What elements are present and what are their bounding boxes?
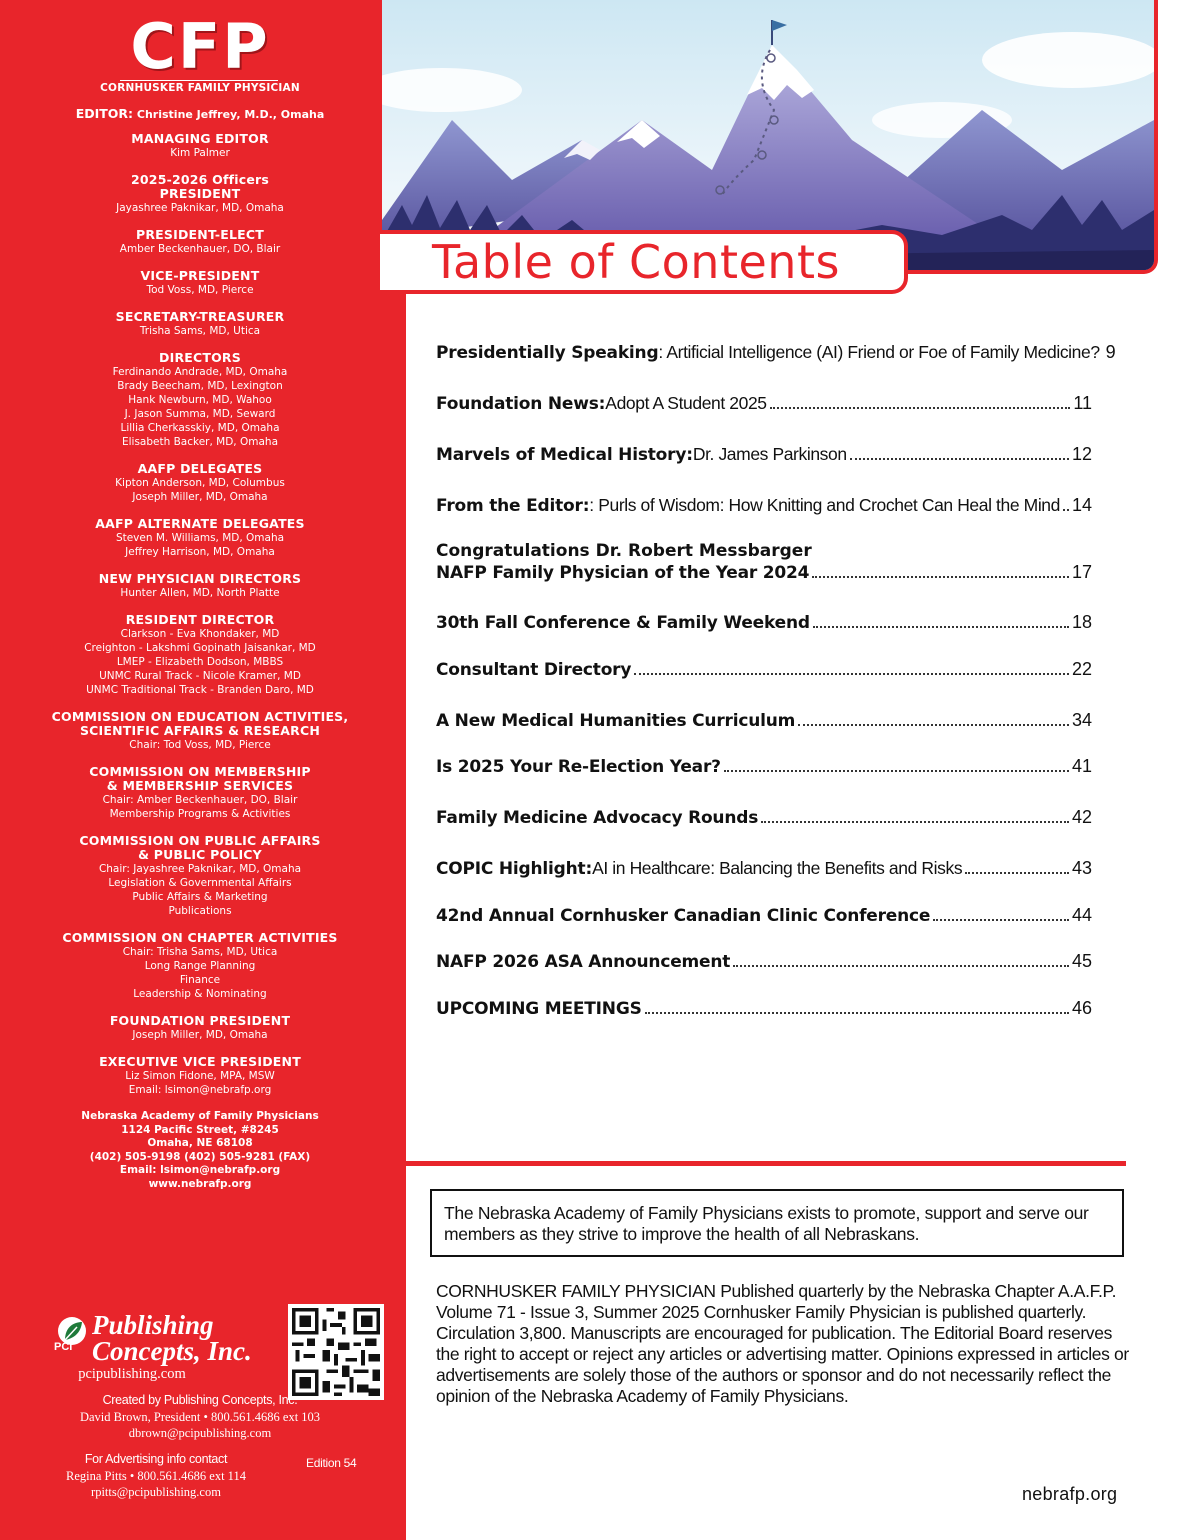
director-name: Ferdinando Andrade, MD, Omaha [112,366,288,378]
commission-chapter-line: Leadership & Nominating [133,988,267,1000]
toc-entry-page: 22 [1071,659,1092,679]
toc-entry[interactable] [436,857,1092,880]
commission-public-heading: COMMISSION ON PUBLIC AFFAIRS [79,833,321,848]
footer-website-link[interactable]: nebrafp.org [1022,1484,1118,1504]
editor-name: Christine Jeffrey, M.D., Omaha [136,108,325,121]
commission-chapter-line: Chair: Trisha Sams, MD, Utica [122,946,278,958]
publisher-pci-tag: PCI [54,1341,73,1353]
president-heading: PRESIDENT [159,186,241,201]
director-name: J. Jason Summa, MD, Seward [124,408,276,420]
toc-entry-heading: 30th Fall Conference & Family Weekend [436,613,810,633]
toc-entry-page: 17 [1071,562,1092,582]
toc-entry-page: 11 [1073,393,1092,413]
executive-vp-name: Liz Simon Fidone, MPA, MSW [125,1070,275,1082]
toc-entry-heading: From the Editor: [436,496,590,516]
publication-info: CORNHUSKER FAMILY PHYSICIAN Published quarterly by the Nebraska Chapter A.A.F.P. Volume 71 - Issue 3, Summer 2025 Cornhusker Family Physician is published quarterly. Circulation 3,800. Manuscripts are encouraged for publication. The Editorial Board reserves the right to accept or reject any articles or advertising matter. Opinions expressed in articles or advertisements are solely those of the authors or sponsor and do not necessarily reflect the opinion of the Nebraska Academy of Family Physicians. [436,1281,1129,1406]
editor-label: EDITOR: [75,106,134,121]
dot-leader [1063,509,1069,511]
toc-entry[interactable] [436,341,1116,364]
dot-leader [733,965,1069,967]
cfp-logo: CFP [130,10,270,83]
toc-entry-heading-2: NAFP Family Physician of the Year 2024 [436,563,810,583]
logo-subtitle: CORNHUSKER FAMILY PHYSICIAN [100,82,300,94]
toc-entry-subtitle: : Purls of Wisdom: How Knitting and Crochet Can Heal the Mind [589,495,1060,515]
masthead-list [0,107,400,1191]
vice-president-heading: VICE-PRESIDENT [140,268,260,283]
toc-entry-heading: COPIC Highlight: [436,859,593,879]
website-link[interactable]: www.nebrafp.org [148,1177,252,1190]
commission-public-line: Legislation & Governmental Affairs [108,877,292,889]
toc-entry-heading: Presidentially Speaking [436,343,659,363]
commission-membership-line: Membership Programs & Activities [109,808,291,820]
toc-entry-page: 46 [1071,998,1092,1018]
aafp-alternate-heading: AAFP ALTERNATE DELEGATES [95,516,305,531]
toc-entry-heading: UPCOMING MEETINGS [436,999,642,1019]
new-physician-name: Hunter Allen, MD, North Platte [120,587,280,599]
aafp-delegate-name: Joseph Miller, MD, Omaha [132,491,268,503]
toc-entry[interactable] [436,494,1092,517]
section-divider [406,1161,1126,1166]
publisher-president-line: David Brown, President • 800.561.4686 ext 103 [79,1410,321,1424]
resident-name: Clarkson - Eva Khondaker, MD [120,628,280,640]
commission-education-heading-2: SCIENTIFIC AFFAIRS & RESEARCH [79,723,321,738]
toc-entry[interactable] [436,709,1092,732]
dot-leader [933,919,1069,921]
commission-public-line: Public Affairs & Marketing [132,891,268,903]
aafp-alternate-name: Jeffrey Harrison, MD, Omaha [125,546,275,558]
toc-entry-heading: A New Medical Humanities Curriculum [436,711,796,731]
toc-entry-page: 9 [1105,342,1116,362]
toc-entry[interactable] [436,755,1092,778]
toc-entry-heading: Consultant Directory [436,660,632,680]
created-by-text: Created by Publishing Concepts, Inc. [102,1393,298,1407]
toc-entry[interactable] [436,904,1092,927]
commission-chapter-line: Long Range Planning [144,960,256,972]
resident-name: UNMC Rural Track - Nicole Kramer, MD [99,670,301,682]
dot-leader [634,673,1069,675]
secretary-treasurer-name: Trisha Sams, MD, Utica [139,325,261,337]
toc-entry-subtitle: Adopt A Student 2025 [605,393,767,413]
toc-entry[interactable] [436,541,1092,584]
toc-entry[interactable] [436,950,1092,973]
dot-leader [770,407,1071,409]
toc-entry[interactable] [436,611,1092,634]
directors-heading: DIRECTORS [159,350,241,365]
secretary-treasurer-heading: SECRETARY-TREASURER [115,309,285,324]
aafp-delegate-name: Kipton Anderson, MD, Columbus [115,477,285,489]
toc-entry-page: 41 [1071,756,1092,776]
dot-leader [761,821,1069,823]
president-elect-heading: PRESIDENT-ELECT [136,227,264,242]
address-line: Omaha, NE 68108 [147,1137,253,1149]
aafp-alternate-name: Steven M. Williams, MD, Omaha [115,532,285,544]
toc-entry-page: 14 [1071,495,1093,515]
toc-entry[interactable] [436,658,1092,681]
dot-leader [850,458,1069,460]
masthead-sidebar [0,0,406,1540]
publisher-name-1: Publishing [92,1310,214,1340]
toc-entry-heading: Family Medicine Advocacy Rounds [436,808,759,828]
director-name: Elisabeth Backer, MD, Omaha [121,436,278,448]
commission-education-heading: COMMISSION ON EDUCATION ACTIVITIES, [51,709,349,724]
director-name: Lillia Cherkasskiy, MD, Omaha [120,422,280,434]
toc-entry[interactable] [436,443,1092,466]
toc-entry-page: 45 [1071,951,1092,971]
toc-entry-page: 34 [1071,710,1092,730]
dot-leader [798,724,1069,726]
address-line: (402) 505-9198 (402) 505-9281 (FAX) [89,1150,311,1163]
resident-name: LMEP - Elizabeth Dodson, MBBS [116,656,284,668]
managing-editor-heading: MANAGING EDITOR [131,131,269,146]
advertising-label: For Advertising info contact [84,1452,228,1466]
commission-public-line: Chair: Jayashree Paknikar, MD, Omaha [98,863,302,875]
new-physician-heading: NEW PHYSICIAN DIRECTORS [98,571,302,586]
commission-public-heading-2: & PUBLIC POLICY [138,847,262,862]
resident-director-heading: RESIDENT DIRECTOR [125,612,275,627]
dot-leader [645,1012,1069,1014]
toc-entry-heading: Congratulations Dr. Robert Messbarger [436,541,812,561]
foundation-president-heading: FOUNDATION PRESIDENT [109,1013,291,1028]
toc-entry-heading: Foundation News: [436,394,606,414]
toc-entry-heading: 42nd Annual Cornhusker Canadian Clinic Conference [436,906,931,926]
toc-entry-subtitle: Dr. James Parkinson [692,444,847,464]
address-email-link[interactable]: Email: lsimon@nebrafp.org [119,1164,281,1176]
advertising-email[interactable]: rpitts@pcipublishing.com [91,1485,221,1499]
dot-leader [813,626,1069,628]
managing-editor-name: Kim Palmer [170,147,230,159]
toc-entry[interactable] [436,806,1092,829]
resident-name: Creighton - Lakshmi Gopinath Jaisankar, MD [84,642,316,654]
edition-label: Edition 54 [306,1456,357,1470]
toc-entry-subtitle: : Artificial Intelligence (AI) Friend or Foe of Family Medicine? [658,342,1100,362]
aafp-delegates-heading: AAFP DELEGATES [137,461,263,476]
commission-public-line: Publications [168,905,232,917]
toc-entry-page: 44 [1071,905,1092,925]
commission-membership-heading-2: & MEMBERSHIP SERVICES [106,778,294,793]
toc-entry[interactable] [436,392,1092,415]
toc-entry-heading: NAFP 2026 ASA Announcement [436,952,731,972]
address-line: 1124 Pacific Street, #8245 [121,1123,279,1136]
officers-heading: 2025-2026 Officers [131,172,269,187]
commission-membership-heading: COMMISSION ON MEMBERSHIP [89,764,311,779]
vice-president-name: Tod Voss, MD, Pierce [146,284,254,296]
publisher-block [0,1300,406,1540]
dot-leader [812,576,1069,578]
executive-vp-email: Email: lsimon@nebrafp.org [128,1084,272,1096]
dot-leader [965,872,1069,874]
commission-education-chair: Chair: Tod Voss, MD, Pierce [129,739,271,751]
toc-entry[interactable] [436,997,1092,1020]
toc-entry-subtitle: AI in Healthcare: Balancing the Benefits and Risks [592,858,963,878]
publisher-president-email[interactable]: dbrown@pcipublishing.com [128,1426,272,1440]
toc-entry-heading: Marvels of Medical History: [436,445,693,465]
publisher-name-2: Concepts, Inc. [92,1336,252,1366]
editor-line [0,107,400,122]
commission-chapter-heading: COMMISSION ON CHAPTER ACTIVITIES [62,930,338,945]
commission-chapter-line: Finance [179,974,221,986]
commission-membership-line: Chair: Amber Beckenhauer, DO, Blair [102,794,298,806]
toc-entry-heading: Is 2025 Your Re-Election Year? [436,757,721,777]
advertising-contact-line: Regina Pitts • 800.561.4686 ext 114 [66,1469,246,1483]
mission-statement: The Nebraska Academy of Family Physicians exists to promote, support and serve our members as they strive to improve the health of all Nebraskans. [430,1189,1124,1257]
page-title: Table of Contents [432,235,840,289]
toc-entry-page: 43 [1071,858,1092,878]
toc-entry-page: 18 [1071,612,1092,632]
resident-name: UNMC Traditional Track - Branden Daro, MD [86,684,314,696]
qr-code-icon[interactable] [288,1304,384,1400]
president-name: Jayashree Paknikar, MD, Omaha [116,202,284,214]
dot-leader [724,770,1069,772]
executive-vp-heading: EXECUTIVE VICE PRESIDENT [99,1054,301,1069]
director-name: Brady Beecham, MD, Lexington [117,380,283,392]
director-name: Hank Newburn, MD, Wahoo [128,394,272,406]
toc-entry-page: 12 [1071,444,1092,464]
toc-entry-page: 42 [1071,807,1092,827]
address-line: Nebraska Academy of Family Physicians [81,1110,319,1122]
president-elect-name: Amber Beckenhauer, DO, Blair [119,243,281,255]
logo-rule [120,80,278,81]
foundation-president-name: Joseph Miller, MD, Omaha [132,1029,268,1041]
publisher-url[interactable]: pcipublishing.com [78,1366,186,1382]
